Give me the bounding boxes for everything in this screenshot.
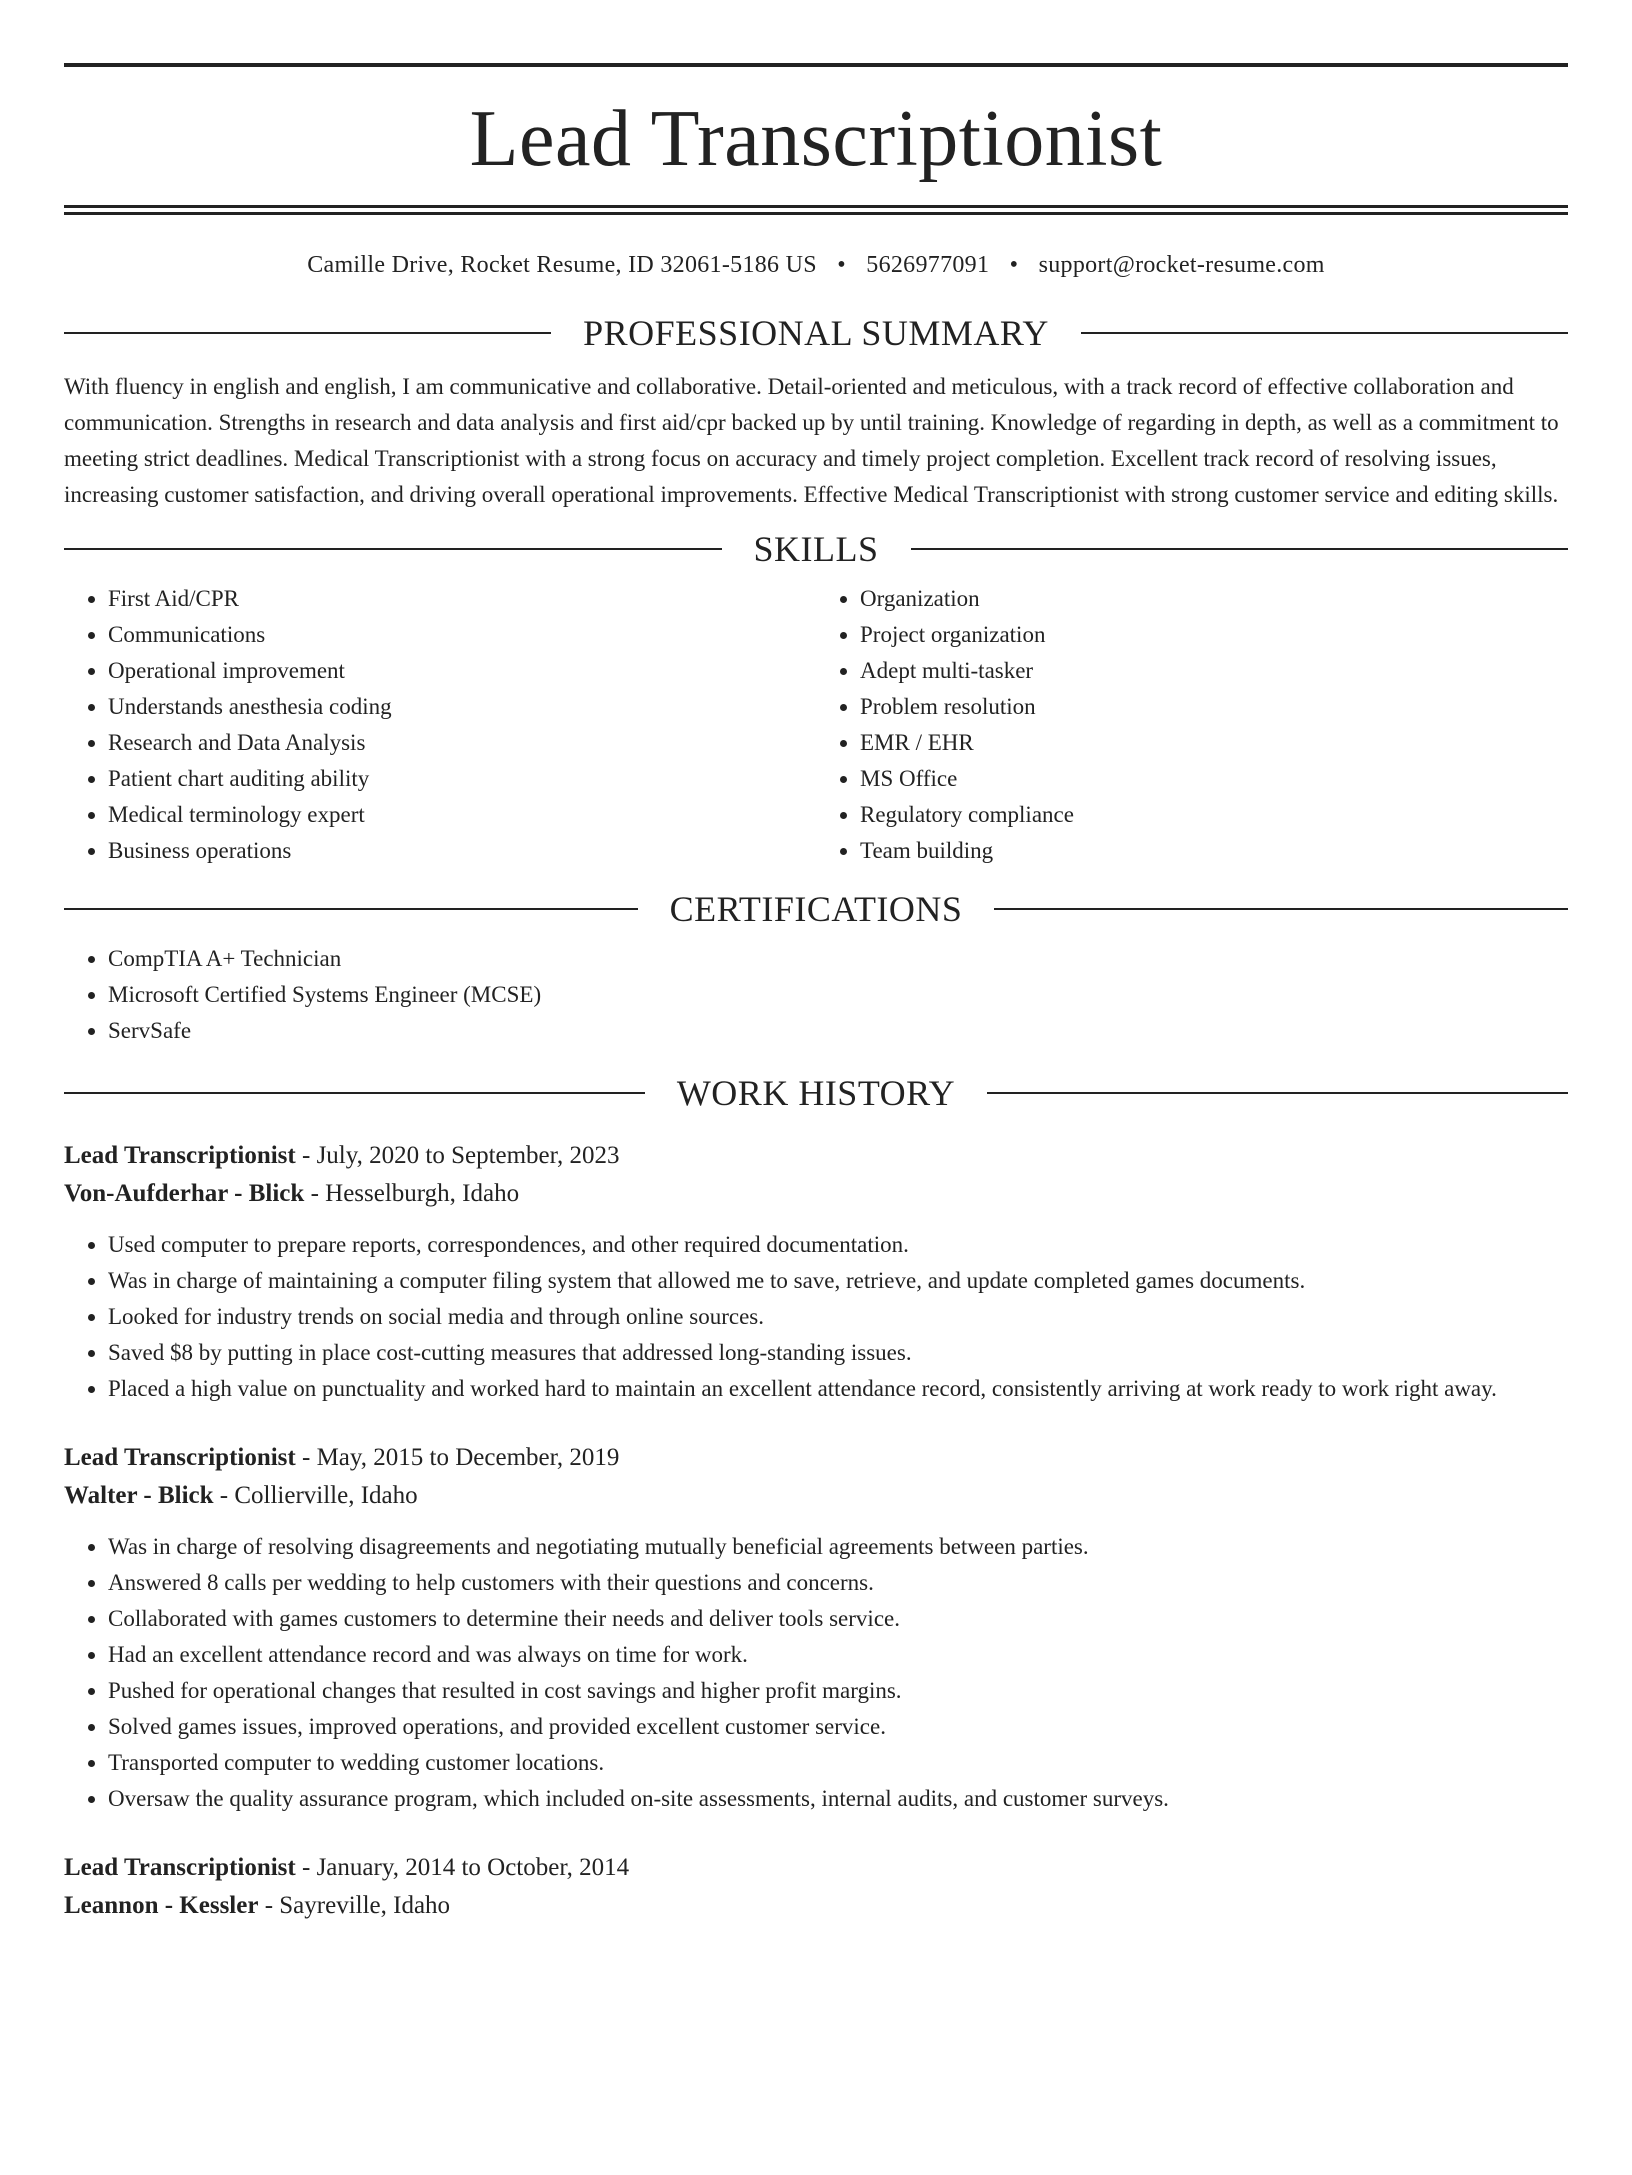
certification-item: • Microsoft Certified Systems Engineer (MCSE): [108, 977, 1568, 1013]
job-location: - Sayreville, Idaho: [258, 1892, 451, 1919]
job-bullet: • Was in charge of maintaining a computer filing system that allowed me to save, retrieve, and update completed games documents.: [108, 1263, 1568, 1299]
resume-name: Lead Transcriptionist: [469, 95, 1163, 183]
section-rule-left: [64, 332, 551, 334]
section-rule-right: [994, 908, 1568, 910]
section-rule-right: [987, 1092, 1568, 1094]
job-bullet: • Saved $8 by putting in place cost-cutting measures that addressed long-standing issues.: [108, 1335, 1568, 1371]
job-entry: [64, 1849, 1568, 1925]
job-entry: [64, 1439, 1568, 1817]
skill-item: • Adept multi-tasker: [860, 653, 1568, 689]
contact-separator: •: [1009, 252, 1019, 278]
job-company: Leannon - Kessler: [64, 1892, 259, 1919]
job-company: Walter - Blick: [64, 1482, 214, 1509]
summary-heading: PROFESSIONAL SUMMARY: [583, 313, 1049, 353]
contact-line: [64, 249, 1568, 281]
certifications-section-header: [64, 887, 1568, 931]
skill-item: • Project organization: [860, 617, 1568, 653]
skill-item: • MS Office: [860, 761, 1568, 797]
skill-item: • Understands anesthesia coding: [108, 689, 816, 725]
section-rule-left: [64, 1092, 645, 1094]
job-dates: - May, 2015 to December, 2019: [295, 1444, 620, 1471]
section-rule-right: [911, 548, 1569, 550]
skill-item: • Regulatory compliance: [860, 797, 1568, 833]
job-bullet: • Solved games issues, improved operations, and provided excellent customer service.: [108, 1709, 1568, 1745]
work-heading: WORK HISTORY: [676, 1073, 956, 1113]
job-title-line: [64, 1439, 1568, 1477]
certifications-heading: CERTIFICATIONS: [669, 889, 963, 929]
work-section-header: [64, 1071, 1568, 1115]
job-bullet: • Used computer to prepare reports, correspondences, and other required documentation.: [108, 1227, 1568, 1263]
job-bullet: • Was in charge of resolving disagreements and negotiating mutually beneficial agreements between parties.: [108, 1529, 1568, 1565]
skills-section-header: [64, 527, 1568, 571]
skill-item: • Patient chart auditing ability: [108, 761, 816, 797]
skills-column-right: [816, 581, 1568, 869]
skills-list-left: [64, 581, 816, 869]
summary-section-header: [64, 311, 1568, 355]
skill-item: • First Aid/CPR: [108, 581, 816, 617]
section-rule-right: [1081, 332, 1568, 334]
skill-item: • Medical terminology expert: [108, 797, 816, 833]
contact-address: Camille Drive, Rocket Resume, ID 32061-5186 US: [307, 252, 817, 278]
job-bullet: • Answered 8 calls per wedding to help customers with their questions and concerns.: [108, 1565, 1568, 1601]
job-company: Von-Aufderhar - Blick: [64, 1180, 305, 1207]
skill-item: • Problem resolution: [860, 689, 1568, 725]
job-bullets: [64, 1529, 1568, 1817]
double-rule: [64, 205, 1568, 215]
skill-item: • Team building: [860, 833, 1568, 869]
job-title: Lead Transcriptionist: [64, 1854, 296, 1881]
section-rule-left: [64, 908, 638, 910]
skill-item: • EMR / EHR: [860, 725, 1568, 761]
job-company-line: [64, 1887, 1568, 1925]
skill-item: • Communications: [108, 617, 816, 653]
skill-item: • Organization: [860, 581, 1568, 617]
skill-item: • Research and Data Analysis: [108, 725, 816, 761]
skill-item: • Business operations: [108, 833, 816, 869]
certifications-list: [64, 941, 1568, 1049]
job-bullet: • Pushed for operational changes that resulted in cost savings and higher profit margins.: [108, 1673, 1568, 1709]
contact-separator: •: [837, 252, 846, 278]
contact-phone: 5626977091: [866, 252, 990, 278]
job-company-line: [64, 1477, 1568, 1515]
job-dates: - January, 2014 to October, 2014: [295, 1854, 630, 1881]
job-location: - Collierville, Idaho: [213, 1482, 418, 1509]
skills-list-right: [816, 581, 1568, 869]
skills-column-left: [64, 581, 816, 869]
skill-item: • Operational improvement: [108, 653, 816, 689]
skills-columns: [64, 581, 1568, 869]
job-bullet: • Looked for industry trends on social media and through online sources.: [108, 1299, 1568, 1335]
section-rule-left: [64, 548, 722, 550]
summary-text: With fluency in english and english, I am communicative and collaborative. Detail-oriented and meticulous, with a track record of effective collaboration and communication. Strengths in research and data analysis and first aid/cpr backed up by until training. Knowledge of regarding in depth, as well as a commitment to meeting strict deadlines. Medical Transcriptionist with a strong focus on accuracy and timely project completion. Excellent track record of resolving issues, increasing customer satisfaction, and driving overall operational improvements. Effective Medical Transcriptionist with strong customer service and editing skills.: [64, 374, 1559, 507]
job-bullet: • Collaborated with games customers to determine their needs and deliver tools service.: [108, 1601, 1568, 1637]
job-bullets: [64, 1227, 1568, 1407]
job-company-line: [64, 1175, 1568, 1213]
resume-page: [0, 63, 1632, 2175]
job-title: Lead Transcriptionist: [64, 1142, 296, 1169]
certification-item: • ServSafe: [108, 1013, 1568, 1049]
job-bullet: • Transported computer to wedding customer locations.: [108, 1745, 1568, 1781]
job-entry: [64, 1137, 1568, 1407]
job-title: Lead Transcriptionist: [64, 1444, 296, 1471]
skills-heading: SKILLS: [753, 529, 879, 569]
job-bullet: • Had an excellent attendance record and was always on time for work.: [108, 1637, 1568, 1673]
job-dates: - July, 2020 to September, 2023: [295, 1142, 620, 1169]
job-bullet: • Oversaw the quality assurance program, which included on-site assessments, internal audits, and customer surveys.: [108, 1781, 1568, 1817]
job-title-line: [64, 1849, 1568, 1887]
job-title-line: [64, 1137, 1568, 1175]
contact-email: support@rocket-resume.com: [1038, 252, 1325, 278]
job-location: - Hesselburgh, Idaho: [304, 1180, 520, 1207]
job-bullet: • Placed a high value on punctuality and worked hard to maintain an excellent attendance record, consistently arriving at work ready to work right away.: [108, 1371, 1568, 1407]
certification-item: • CompTIA A+ Technician: [108, 941, 1568, 977]
